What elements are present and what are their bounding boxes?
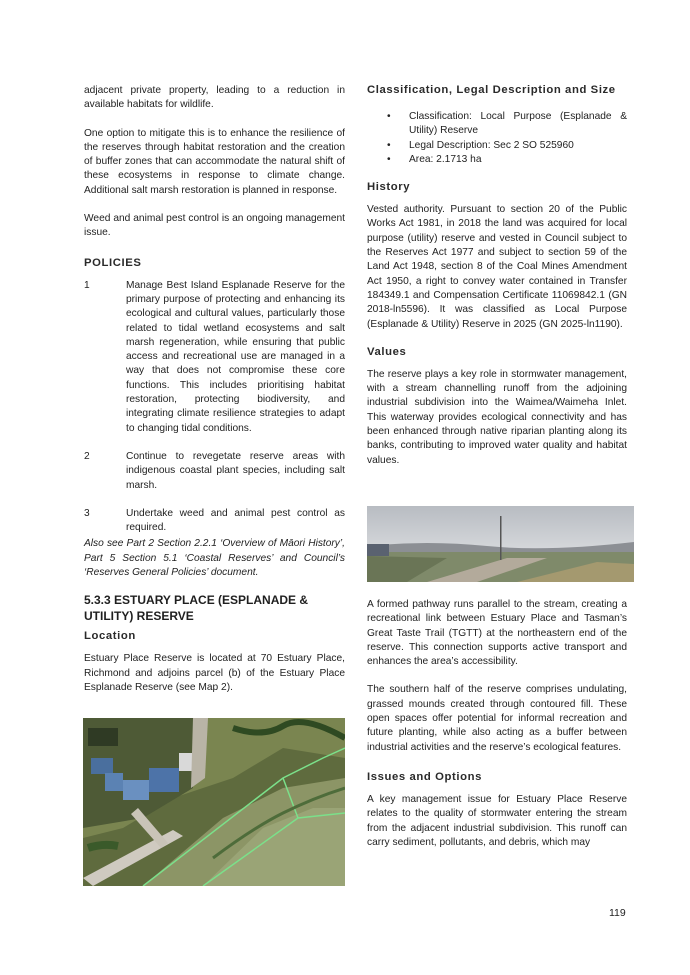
reserve-photo-graphic [367,506,634,582]
history-text: Vested authority. Pursuant to section 20 of the Public Works Act 1981, in 2018 the land was acquired for local purpose (utility) reserve and vested in Council subject to the Reserves Act 1977 and subject to section 59 of the Land Act 1948, section 8 of the Coal Mines Amendment Act 1950, a right to convey water contained in Transfer 184349.1 and Compensation Certificate 11069842.1 (GN 2018-ln5596). It was classified as Local Purpose (Esplanade & Utility) Reserve in 2025 (GN 2025-ln1190). [367,204,627,330]
policy-text: Continue to revegetate reserve areas with indigenous coastal plant species, including salt marsh. [126,450,345,491]
location-text: Estuary Place Reserve is located at 70 Estuary Place, Richmond and adjoins parcel (b) of the Estuary Place Esplanade Reserve (see Map 2). [84,653,345,693]
policy-item [84,507,345,536]
values-text: The reserve plays a key role in stormwater management, with a stream channelling runoff from the adjoining industrial subdivision into the Waimea/Waimeha Inlet. This waterway provides ecological connectivity and has been enhanced through native riparian planting along its banks, contributing to improved water quality and habitat values. [367,368,627,466]
policy-item [84,450,345,493]
left-column [84,84,345,695]
policy-text: Undertake weed and animal pest control as required. [126,507,345,534]
southern-half-text: The southern half of the reserve comprises undulating, grassed mounds created through contoured fill. These open spaces offer potential for informal recreation and future planting, while also acting as a buffer between industrial activities and the reserve’s ecological features. [367,684,627,753]
policy-number: 1 [84,279,90,291]
policies-heading: POLICIES [84,256,142,269]
list-item: • Legal Description: Sec 2 SO 525960 [367,139,627,153]
policy-item [84,279,345,436]
pathway-text: A formed pathway runs parallel to the stream, creating a recreational link between Estuary Place and Tasman’s Great Taste Trail (TGTT) at the northeastern end of the reserve. This connection supports active transport and enhances the area’s accessibility. [367,599,627,668]
paragraph-pest-control: Weed and animal pest control is an ongoing management issue. [84,213,345,239]
right-column [367,84,627,468]
location-heading: Location [84,630,136,643]
paragraph-habitat-loss: adjacent private property, leading to a reduction in available habitats for wildlife. [84,85,345,111]
reserve-photo [367,506,634,582]
paragraph-mitigation: One option to mitigate this is to enhance the resilience of the reserves through habitat restoration and the creation of buffer zones that can accommodate the natural shift of these ecosystems in response to climate change. Additional salt marsh restoration is planned in response. [84,127,345,196]
also-see-note [84,537,345,580]
list-item: • Classification: Local Purpose (Esplanade & Utility) Reserve [367,110,627,139]
classification-list [367,110,627,167]
policy-number: 2 [84,450,90,462]
classification-heading: Classification, Legal Description and Size [367,84,616,96]
also-see-text: Also see Part 2 Section 2.2.1 ‘Overview of Māori History’, Part 5 Section 5.1 ‘Coastal Reserves’ and Council’s ‘Reserves General Policies’ document. [84,538,345,579]
aerial-map-image [83,718,345,886]
issues-text: A key management issue for Estuary Place Reserve relates to the quality of stormwater entering the stream from the adjacent industrial subdivision. This runoff can carry sediment, pollutants, and debris, which may [367,793,627,848]
list-item: • Area: 2.1713 ha [367,153,627,167]
policy-text: Manage Best Island Esplanade Reserve for the primary purpose of protecting and enhancing its ecological and cultural values, particularly those related to tidal wetland ecosystems and salt marsh regeneration, while ensuring that public access and recreational use are managed in a way that does not compromise these core functions. This includes prioritising habitat restoration, protecting biodiversity, and integrating climate resilience strategies to adapt to changing tidal conditions. [126,279,345,434]
right-column-lower [367,598,627,850]
issues-heading: Issues and Options [367,770,483,783]
section-heading-estuary-place: 5.3.3 ESTUARY PLACE (ESPLANADE & UTILITY) RESERVE [84,593,309,624]
aerial-map-graphic [83,718,345,886]
page-number: 119 [609,907,626,919]
values-heading: Values [367,345,407,358]
history-heading: History [367,181,411,194]
policy-number: 3 [84,507,90,519]
